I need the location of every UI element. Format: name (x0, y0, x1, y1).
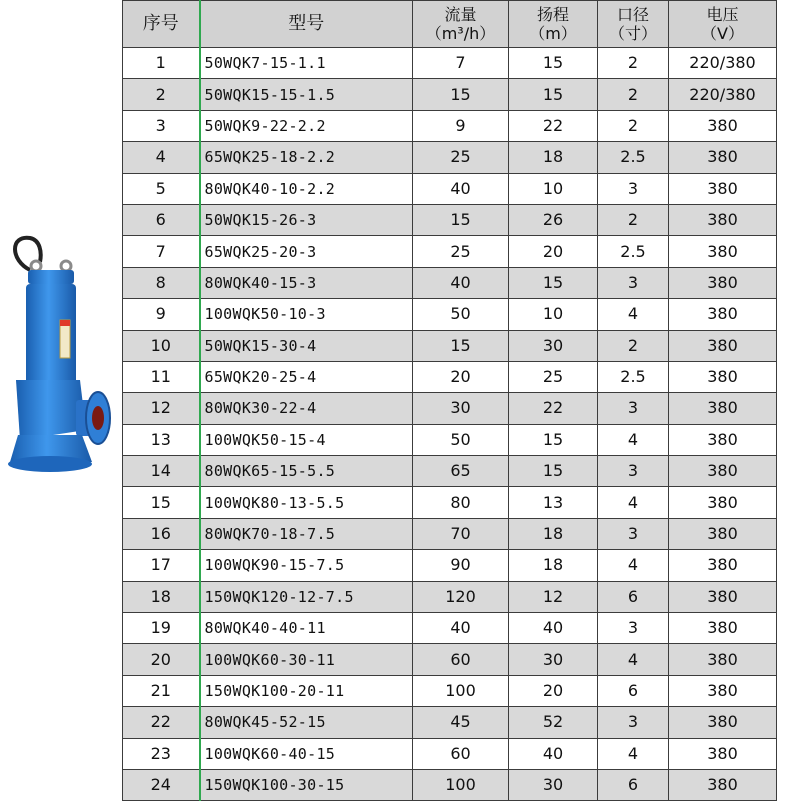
table-row (123, 769, 777, 800)
table-row (123, 204, 777, 235)
table-row (123, 581, 777, 612)
cell-index: 20 (123, 644, 200, 675)
cell-diameter: 2 (598, 330, 669, 361)
cell-index: 15 (123, 487, 200, 518)
cell-index: 14 (123, 456, 200, 487)
header-diameter-title: 口径 (616, 5, 649, 24)
cell-voltage: 380 (669, 456, 777, 487)
cell-voltage: 380 (669, 581, 777, 612)
cell-head: 15 (509, 79, 598, 110)
cell-model: 80WQK40-40-11 (200, 613, 413, 644)
cell-model: 80WQK40-10-2.2 (200, 173, 413, 204)
cell-model: 50WQK15-30-4 (200, 330, 413, 361)
cell-index: 7 (123, 236, 200, 267)
cell-voltage: 380 (669, 613, 777, 644)
cell-model: 80WQK70-18-7.5 (200, 518, 413, 549)
table-row (123, 361, 777, 392)
cell-flow: 30 (413, 393, 509, 424)
cell-voltage: 380 (669, 424, 777, 455)
submersible-pump-icon (0, 230, 122, 490)
cell-head: 40 (509, 738, 598, 769)
cell-flow: 70 (413, 518, 509, 549)
header-model: 型号 (200, 1, 413, 48)
table-row (123, 738, 777, 769)
cell-diameter: 3 (598, 267, 669, 298)
cell-head: 26 (509, 204, 598, 235)
cell-diameter: 6 (598, 581, 669, 612)
table-row (123, 110, 777, 141)
cell-model: 80WQK65-15-5.5 (200, 456, 413, 487)
table-row (123, 299, 777, 330)
cell-voltage: 380 (669, 173, 777, 204)
table-row (123, 707, 777, 738)
cell-model: 80WQK45-52-15 (200, 707, 413, 738)
cell-diameter: 3 (598, 518, 669, 549)
cell-model: 100WQK50-15-4 (200, 424, 413, 455)
cell-head: 15 (509, 456, 598, 487)
cell-diameter: 4 (598, 487, 669, 518)
cell-model: 80WQK40-15-3 (200, 267, 413, 298)
cell-index: 6 (123, 204, 200, 235)
cell-head: 15 (509, 424, 598, 455)
cell-head: 30 (509, 644, 598, 675)
cell-flow: 120 (413, 581, 509, 612)
cell-index: 3 (123, 110, 200, 141)
cell-index: 18 (123, 581, 200, 612)
spec-table (122, 0, 777, 801)
cell-voltage: 380 (669, 204, 777, 235)
cell-flow: 45 (413, 707, 509, 738)
table-row (123, 550, 777, 581)
cell-diameter: 2.5 (598, 236, 669, 267)
cell-voltage: 380 (669, 518, 777, 549)
table-row (123, 487, 777, 518)
cell-flow: 80 (413, 487, 509, 518)
cell-index: 22 (123, 707, 200, 738)
cell-flow: 90 (413, 550, 509, 581)
cell-head: 15 (509, 267, 598, 298)
cell-model: 150WQK100-30-15 (200, 769, 413, 800)
cell-flow: 7 (413, 48, 509, 79)
product-image (0, 230, 122, 490)
cell-head: 15 (509, 48, 598, 79)
cell-voltage: 220/380 (669, 79, 777, 110)
header-diameter-unit: （寸） (608, 24, 657, 43)
cell-diameter: 6 (598, 675, 669, 706)
cell-flow: 100 (413, 769, 509, 800)
table-row (123, 173, 777, 204)
cell-voltage: 380 (669, 330, 777, 361)
header-flow-unit: （m³/h） (425, 24, 496, 43)
cell-model: 150WQK120-12-7.5 (200, 581, 413, 612)
cell-flow: 25 (413, 142, 509, 173)
cell-diameter: 6 (598, 769, 669, 800)
cell-flow: 60 (413, 644, 509, 675)
cell-voltage: 380 (669, 675, 777, 706)
header-head (509, 1, 598, 48)
cell-index: 16 (123, 518, 200, 549)
cell-voltage: 380 (669, 267, 777, 298)
table-row (123, 393, 777, 424)
cell-voltage: 380 (669, 769, 777, 800)
cell-model: 65WQK25-20-3 (200, 236, 413, 267)
cell-model: 65WQK20-25-4 (200, 361, 413, 392)
header-index: 序号 (123, 1, 200, 48)
table-row (123, 48, 777, 79)
cell-head: 18 (509, 550, 598, 581)
table-row (123, 675, 777, 706)
cell-diameter: 4 (598, 424, 669, 455)
table-body (123, 48, 777, 801)
cell-model: 50WQK9-22-2.2 (200, 110, 413, 141)
cell-head: 20 (509, 236, 598, 267)
cell-index: 10 (123, 330, 200, 361)
cell-model: 50WQK15-15-1.5 (200, 79, 413, 110)
cell-diameter: 2 (598, 48, 669, 79)
header-diameter (598, 1, 669, 48)
cell-index: 11 (123, 361, 200, 392)
cell-voltage: 380 (669, 361, 777, 392)
cell-index: 4 (123, 142, 200, 173)
table-row (123, 613, 777, 644)
cell-head: 30 (509, 769, 598, 800)
table-row (123, 142, 777, 173)
cell-flow: 15 (413, 204, 509, 235)
cell-head: 40 (509, 613, 598, 644)
cell-index: 8 (123, 267, 200, 298)
cell-voltage: 380 (669, 487, 777, 518)
cell-diameter: 3 (598, 393, 669, 424)
header-voltage-title: 电压 (706, 5, 739, 24)
cell-flow: 40 (413, 173, 509, 204)
cell-model: 150WQK100-20-11 (200, 675, 413, 706)
cell-head: 10 (509, 299, 598, 330)
cell-diameter: 2 (598, 204, 669, 235)
cell-head: 10 (509, 173, 598, 204)
cell-voltage: 380 (669, 110, 777, 141)
cell-flow: 25 (413, 236, 509, 267)
cell-head: 18 (509, 518, 598, 549)
cell-flow: 100 (413, 675, 509, 706)
cell-model: 50WQK7-15-1.1 (200, 48, 413, 79)
cell-head: 30 (509, 330, 598, 361)
cell-diameter: 2.5 (598, 361, 669, 392)
cell-model: 100WQK60-40-15 (200, 738, 413, 769)
cell-flow: 65 (413, 456, 509, 487)
header-flow (413, 1, 509, 48)
cell-flow: 60 (413, 738, 509, 769)
cell-flow: 40 (413, 613, 509, 644)
cell-voltage: 380 (669, 738, 777, 769)
header-voltage-unit: （V） (701, 24, 744, 43)
cell-voltage: 380 (669, 236, 777, 267)
cell-head: 20 (509, 675, 598, 706)
cell-model: 100WQK80-13-5.5 (200, 487, 413, 518)
table-row (123, 518, 777, 549)
cell-voltage: 220/380 (669, 48, 777, 79)
table-row (123, 79, 777, 110)
cell-model: 80WQK30-22-4 (200, 393, 413, 424)
cell-flow: 40 (413, 267, 509, 298)
cell-index: 24 (123, 769, 200, 800)
cell-head: 22 (509, 110, 598, 141)
cell-diameter: 3 (598, 613, 669, 644)
cell-index: 17 (123, 550, 200, 581)
cell-index: 19 (123, 613, 200, 644)
cell-index: 5 (123, 173, 200, 204)
cell-voltage: 380 (669, 393, 777, 424)
cell-diameter: 4 (598, 644, 669, 675)
cell-voltage: 380 (669, 707, 777, 738)
table-row (123, 330, 777, 361)
cell-flow: 9 (413, 110, 509, 141)
header-flow-title: 流量 (444, 5, 477, 24)
cell-model: 100WQK60-30-11 (200, 644, 413, 675)
cell-flow: 15 (413, 79, 509, 110)
cell-diameter: 3 (598, 456, 669, 487)
cell-head: 18 (509, 142, 598, 173)
table-row (123, 644, 777, 675)
cell-flow: 15 (413, 330, 509, 361)
cell-diameter: 2 (598, 110, 669, 141)
table-row (123, 267, 777, 298)
cell-head: 12 (509, 581, 598, 612)
cell-index: 12 (123, 393, 200, 424)
table-row (123, 456, 777, 487)
table-header-row (123, 1, 777, 48)
cell-model: 50WQK15-26-3 (200, 204, 413, 235)
table-row (123, 236, 777, 267)
cell-index: 2 (123, 79, 200, 110)
cell-index: 23 (123, 738, 200, 769)
header-voltage (669, 1, 777, 48)
cell-flow: 50 (413, 424, 509, 455)
cell-model: 100WQK90-15-7.5 (200, 550, 413, 581)
header-head-title: 扬程 (536, 5, 569, 24)
cell-model: 65WQK25-18-2.2 (200, 142, 413, 173)
cell-diameter: 4 (598, 550, 669, 581)
cell-index: 1 (123, 48, 200, 79)
table-row (123, 424, 777, 455)
cell-diameter: 2 (598, 79, 669, 110)
cell-diameter: 3 (598, 707, 669, 738)
cell-head: 52 (509, 707, 598, 738)
cell-flow: 50 (413, 299, 509, 330)
cell-diameter: 2.5 (598, 142, 669, 173)
cell-diameter: 4 (598, 738, 669, 769)
cell-diameter: 4 (598, 299, 669, 330)
cell-head: 22 (509, 393, 598, 424)
cell-index: 9 (123, 299, 200, 330)
cell-voltage: 380 (669, 550, 777, 581)
cell-diameter: 3 (598, 173, 669, 204)
cell-model: 100WQK50-10-3 (200, 299, 413, 330)
cell-voltage: 380 (669, 644, 777, 675)
cell-head: 13 (509, 487, 598, 518)
header-head-unit: （m） (529, 24, 577, 43)
cell-voltage: 380 (669, 142, 777, 173)
cell-flow: 20 (413, 361, 509, 392)
cell-voltage: 380 (669, 299, 777, 330)
cell-index: 21 (123, 675, 200, 706)
cell-index: 13 (123, 424, 200, 455)
cell-head: 25 (509, 361, 598, 392)
